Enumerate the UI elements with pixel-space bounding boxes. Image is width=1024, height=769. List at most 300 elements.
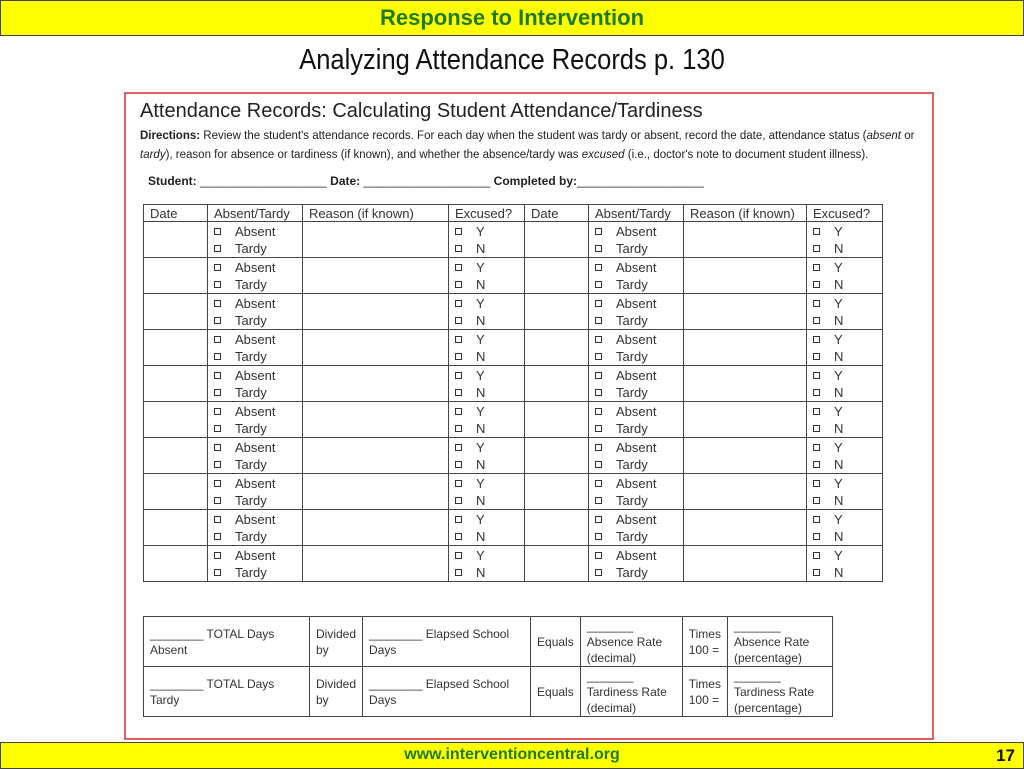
checkbox-icon[interactable]: [455, 408, 462, 415]
student-field[interactable]: ___________________: [200, 174, 327, 188]
checkbox-icon[interactable]: [214, 317, 221, 324]
option-label: Absent: [235, 295, 276, 311]
table-row: [144, 510, 883, 546]
option-y[interactable]: [807, 259, 882, 276]
checkbox-icon[interactable]: [214, 372, 221, 379]
option-absent[interactable]: [208, 223, 302, 240]
checkbox-icon[interactable]: [455, 353, 462, 360]
reason-cell[interactable]: [684, 258, 807, 294]
option-tardy[interactable]: [589, 492, 683, 509]
checkbox-icon[interactable]: [214, 569, 221, 576]
option-y[interactable]: [449, 367, 524, 384]
absent-tardy-cell: [589, 222, 684, 258]
option-n[interactable]: [807, 456, 882, 473]
checkbox-icon[interactable]: [595, 552, 602, 559]
excused-cell: [807, 330, 883, 366]
checkbox-icon[interactable]: [813, 408, 820, 415]
option-y[interactable]: [807, 331, 882, 348]
directions-text: Review the student's attendance records. For each day when the student was tardy or absent, record the date, attendance status (: [200, 130, 867, 142]
checkbox-icon[interactable]: [455, 300, 462, 307]
option-y[interactable]: [449, 547, 524, 564]
header-reason: Reason (if known): [303, 205, 449, 222]
option-label: N: [834, 528, 844, 544]
absence-rate-percentage[interactable]: _______ Absence Rate (percentage): [727, 617, 832, 667]
checkbox-icon[interactable]: [595, 317, 602, 324]
checkbox-icon[interactable]: [813, 264, 820, 271]
checkbox-icon[interactable]: [455, 425, 462, 432]
checkbox-icon[interactable]: [455, 264, 462, 271]
date-cell[interactable]: [525, 510, 589, 546]
checkbox-icon[interactable]: [455, 281, 462, 288]
absent-tardy-cell: [589, 510, 684, 546]
divided-by-label: Divided by: [310, 617, 363, 667]
reason-cell[interactable]: [303, 510, 449, 546]
option-label: Y: [834, 547, 843, 563]
reason-cell[interactable]: [684, 294, 807, 330]
checkbox-icon[interactable]: [214, 533, 221, 540]
date-cell[interactable]: [525, 438, 589, 474]
excused-cell: [807, 222, 883, 258]
option-n[interactable]: [449, 312, 524, 329]
checkbox-icon[interactable]: [455, 569, 462, 576]
reason-cell[interactable]: [303, 258, 449, 294]
option-absent[interactable]: [208, 511, 302, 528]
page-number: 17: [996, 746, 1015, 765]
reason-cell[interactable]: [684, 222, 807, 258]
option-tardy[interactable]: [208, 492, 302, 509]
checkbox-icon[interactable]: [455, 497, 462, 504]
checkbox-icon[interactable]: [595, 264, 602, 271]
checkbox-icon[interactable]: [455, 317, 462, 324]
date-cell[interactable]: [525, 546, 589, 582]
absent-tardy-cell: [589, 402, 684, 438]
option-n[interactable]: [449, 528, 524, 545]
elapsed-school-days[interactable]: ________ Elapsed School Days: [363, 667, 531, 717]
reason-cell[interactable]: [684, 366, 807, 402]
date-cell[interactable]: [144, 474, 208, 510]
excused-cell: [449, 510, 525, 546]
date-cell[interactable]: [144, 330, 208, 366]
option-absent[interactable]: [589, 511, 683, 528]
option-label: Y: [476, 547, 485, 563]
checkbox-icon[interactable]: [214, 444, 221, 451]
checkbox-icon[interactable]: [214, 281, 221, 288]
option-absent[interactable]: [208, 547, 302, 564]
option-absent[interactable]: [208, 403, 302, 420]
checkbox-icon[interactable]: [813, 552, 820, 559]
absent-tardy-cell: [208, 258, 303, 294]
reason-cell[interactable]: [303, 222, 449, 258]
checkbox-icon[interactable]: [813, 336, 820, 343]
date-field[interactable]: ___________________: [363, 174, 491, 188]
option-y[interactable]: [449, 403, 524, 420]
option-y[interactable]: [449, 259, 524, 276]
option-label: Absent: [616, 259, 657, 275]
checkbox-icon[interactable]: [595, 353, 602, 360]
option-label: Tardy: [235, 420, 267, 436]
option-label: Y: [834, 439, 843, 455]
option-label: Y: [476, 511, 485, 527]
option-n[interactable]: [807, 564, 882, 581]
option-absent[interactable]: [589, 295, 683, 312]
option-absent[interactable]: [589, 367, 683, 384]
checkbox-icon[interactable]: [214, 245, 221, 252]
option-label: Absent: [616, 295, 657, 311]
option-label: N: [476, 240, 486, 256]
reason-cell[interactable]: [303, 438, 449, 474]
checkbox-icon[interactable]: [813, 569, 820, 576]
option-n[interactable]: [807, 384, 882, 401]
checkbox-icon[interactable]: [214, 228, 221, 235]
date-cell[interactable]: [525, 258, 589, 294]
checkbox-icon[interactable]: [214, 408, 221, 415]
date-cell[interactable]: [144, 258, 208, 294]
form-title: Attendance Records: Calculating Student Attendance/Tardiness: [140, 100, 703, 122]
total-days-absent[interactable]: ________ TOTAL Days Absent: [144, 617, 310, 667]
absent-tardy-cell: [589, 258, 684, 294]
directions: [140, 127, 930, 165]
checkbox-icon[interactable]: [595, 425, 602, 432]
option-tardy[interactable]: [589, 420, 683, 437]
option-tardy[interactable]: [589, 276, 683, 293]
checkbox-icon[interactable]: [813, 245, 820, 252]
option-tardy[interactable]: [208, 564, 302, 581]
option-y[interactable]: [449, 295, 524, 312]
option-tardy[interactable]: [208, 240, 302, 257]
checkbox-icon[interactable]: [813, 353, 820, 360]
option-label: Absent: [235, 511, 276, 527]
date-cell[interactable]: [525, 366, 589, 402]
option-tardy[interactable]: [589, 456, 683, 473]
date-cell[interactable]: [525, 474, 589, 510]
excused-cell: [807, 294, 883, 330]
option-y[interactable]: [449, 331, 524, 348]
checkbox-icon[interactable]: [595, 245, 602, 252]
checkbox-icon[interactable]: [813, 497, 820, 504]
absent-tardy-cell: [208, 402, 303, 438]
checkbox-icon[interactable]: [595, 372, 602, 379]
date-cell[interactable]: [525, 402, 589, 438]
option-y[interactable]: [807, 547, 882, 564]
table-row: [144, 294, 883, 330]
date-cell[interactable]: [144, 546, 208, 582]
option-n[interactable]: [807, 420, 882, 437]
option-label: Y: [834, 331, 843, 347]
absent-tardy-cell: [208, 330, 303, 366]
checkbox-icon[interactable]: [595, 228, 602, 235]
option-label: Absent: [616, 403, 657, 419]
option-label: Absent: [616, 511, 657, 527]
date-cell[interactable]: [144, 438, 208, 474]
checkbox-icon[interactable]: [813, 228, 820, 235]
option-n[interactable]: [449, 240, 524, 257]
option-absent[interactable]: [208, 475, 302, 492]
option-label: Y: [476, 295, 485, 311]
checkbox-icon[interactable]: [595, 389, 602, 396]
checkbox-icon[interactable]: [595, 408, 602, 415]
checkbox-icon[interactable]: [813, 317, 820, 324]
option-y[interactable]: [807, 511, 882, 528]
header-excused: Excused?: [449, 205, 525, 222]
option-absent[interactable]: [589, 547, 683, 564]
checkbox-icon[interactable]: [813, 461, 820, 468]
table-row: [144, 438, 883, 474]
checkbox-icon[interactable]: [214, 480, 221, 487]
elapsed-school-days[interactable]: ________ Elapsed School Days: [363, 617, 531, 667]
option-tardy[interactable]: [208, 348, 302, 365]
checkbox-icon[interactable]: [813, 516, 820, 523]
checkbox-icon[interactable]: [595, 497, 602, 504]
option-y[interactable]: [449, 439, 524, 456]
absent-tardy-cell: [589, 294, 684, 330]
completed-by-label: Completed by:: [493, 174, 578, 188]
option-y[interactable]: [807, 367, 882, 384]
table-row: [144, 546, 883, 582]
checkbox-icon[interactable]: [455, 444, 462, 451]
option-y[interactable]: [449, 511, 524, 528]
checkbox-icon[interactable]: [455, 228, 462, 235]
option-absent[interactable]: [589, 475, 683, 492]
option-label: Tardy: [616, 420, 648, 436]
option-tardy[interactable]: [589, 312, 683, 329]
date-cell[interactable]: [144, 402, 208, 438]
option-label: Y: [476, 367, 485, 383]
checkbox-icon[interactable]: [595, 281, 602, 288]
date-cell[interactable]: [525, 294, 589, 330]
option-label: N: [476, 348, 486, 364]
option-tardy[interactable]: [589, 348, 683, 365]
option-tardy[interactable]: [589, 528, 683, 545]
checkbox-icon[interactable]: [813, 444, 820, 451]
table-row: [144, 474, 883, 510]
option-tardy[interactable]: [589, 384, 683, 401]
option-n[interactable]: [807, 240, 882, 257]
option-absent[interactable]: [589, 331, 683, 348]
reason-cell[interactable]: [303, 366, 449, 402]
checkbox-icon[interactable]: [595, 569, 602, 576]
checkbox-icon[interactable]: [455, 480, 462, 487]
option-n[interactable]: [449, 564, 524, 581]
reason-cell[interactable]: [303, 402, 449, 438]
absent-tardy-cell: [208, 510, 303, 546]
form-meta-line: [148, 174, 704, 188]
excused-cell: [449, 294, 525, 330]
option-label: Y: [476, 439, 485, 455]
reason-cell[interactable]: [684, 330, 807, 366]
option-tardy[interactable]: [589, 564, 683, 581]
excused-cell: [807, 474, 883, 510]
option-n[interactable]: [449, 348, 524, 365]
option-absent[interactable]: [589, 403, 683, 420]
option-label: N: [476, 528, 486, 544]
reason-cell[interactable]: [303, 330, 449, 366]
checkbox-icon[interactable]: [595, 300, 602, 307]
option-y[interactable]: [807, 403, 882, 420]
option-absent[interactable]: [208, 259, 302, 276]
option-label: Absent: [235, 331, 276, 347]
option-y[interactable]: [807, 439, 882, 456]
checkbox-icon[interactable]: [455, 245, 462, 252]
option-n[interactable]: [449, 456, 524, 473]
option-n[interactable]: [807, 528, 882, 545]
option-y[interactable]: [807, 223, 882, 240]
checkbox-icon[interactable]: [214, 425, 221, 432]
attendance-table: [143, 204, 883, 582]
date-cell[interactable]: [144, 510, 208, 546]
option-tardy[interactable]: [208, 312, 302, 329]
option-absent[interactable]: [589, 259, 683, 276]
slide-title: Analyzing Attendance Records p. 130: [299, 44, 725, 76]
top-banner: [0, 0, 1024, 36]
option-tardy[interactable]: [208, 384, 302, 401]
option-label: Tardy: [616, 276, 648, 292]
date-cell[interactable]: [144, 294, 208, 330]
excused-cell: [807, 258, 883, 294]
checkbox-icon[interactable]: [214, 461, 221, 468]
tardiness-rate-percentage[interactable]: _______ Tardiness Rate (percentage): [727, 667, 832, 717]
directions-emphasis: tardy: [140, 149, 166, 161]
checkbox-icon[interactable]: [813, 480, 820, 487]
total-days-tardy[interactable]: ________ TOTAL Days Tardy: [144, 667, 310, 717]
checkbox-icon[interactable]: [455, 372, 462, 379]
option-tardy[interactable]: [589, 240, 683, 257]
option-label: Tardy: [616, 528, 648, 544]
attendance-form: [124, 92, 934, 740]
checkbox-icon[interactable]: [214, 389, 221, 396]
absent-tardy-cell: [208, 366, 303, 402]
reason-cell[interactable]: [684, 438, 807, 474]
checkbox-icon[interactable]: [813, 425, 820, 432]
option-label: Tardy: [616, 312, 648, 328]
option-n[interactable]: [449, 420, 524, 437]
option-y[interactable]: [449, 223, 524, 240]
option-label: N: [834, 492, 844, 508]
option-label: Y: [476, 331, 485, 347]
option-label: Tardy: [235, 564, 267, 580]
option-label: N: [834, 456, 844, 472]
checkbox-icon[interactable]: [455, 389, 462, 396]
checkbox-icon[interactable]: [214, 353, 221, 360]
checkbox-icon[interactable]: [455, 461, 462, 468]
checkbox-icon[interactable]: [595, 533, 602, 540]
footer-url[interactable]: www.interventioncentral.org: [404, 746, 620, 763]
reason-cell[interactable]: [684, 474, 807, 510]
option-n[interactable]: [807, 348, 882, 365]
option-label: Absent: [235, 223, 276, 239]
checkbox-icon[interactable]: [813, 533, 820, 540]
option-tardy[interactable]: [208, 456, 302, 473]
absence-rate-decimal[interactable]: _______ Absence Rate (decimal): [580, 617, 682, 667]
checkbox-icon[interactable]: [813, 372, 820, 379]
option-label: Y: [476, 223, 485, 239]
option-n[interactable]: [807, 492, 882, 509]
option-n[interactable]: [449, 276, 524, 293]
option-n[interactable]: [449, 492, 524, 509]
checkbox-icon[interactable]: [214, 516, 221, 523]
option-label: Tardy: [235, 348, 267, 364]
table-header-row: [144, 205, 883, 222]
table-row: [144, 258, 883, 294]
option-label: Y: [476, 259, 485, 275]
reason-cell[interactable]: [684, 510, 807, 546]
excused-cell: [449, 258, 525, 294]
absence-rate-row: [144, 617, 833, 667]
excused-cell: [807, 402, 883, 438]
checkbox-icon[interactable]: [813, 300, 820, 307]
excused-cell: [807, 546, 883, 582]
checkbox-icon[interactable]: [455, 516, 462, 523]
option-absent[interactable]: [208, 439, 302, 456]
reason-cell[interactable]: [303, 294, 449, 330]
option-label: Absent: [235, 439, 276, 455]
option-label: Absent: [616, 223, 657, 239]
option-n[interactable]: [449, 384, 524, 401]
checkbox-icon[interactable]: [455, 533, 462, 540]
checkbox-icon[interactable]: [455, 552, 462, 559]
checkbox-icon[interactable]: [813, 389, 820, 396]
date-cell[interactable]: [144, 366, 208, 402]
option-absent[interactable]: [208, 331, 302, 348]
option-absent[interactable]: [208, 295, 302, 312]
checkbox-icon[interactable]: [214, 497, 221, 504]
option-absent[interactable]: [589, 439, 683, 456]
checkbox-icon[interactable]: [595, 336, 602, 343]
option-n[interactable]: [807, 312, 882, 329]
checkbox-icon[interactable]: [214, 336, 221, 343]
checkbox-icon[interactable]: [813, 281, 820, 288]
directions-emphasis: excused: [581, 149, 625, 161]
option-tardy[interactable]: [208, 276, 302, 293]
option-label: Y: [834, 475, 843, 491]
option-label: N: [834, 384, 844, 400]
absent-tardy-cell: [208, 546, 303, 582]
checkbox-icon[interactable]: [595, 516, 602, 523]
option-absent[interactable]: [208, 367, 302, 384]
directions-label: Directions:: [140, 130, 201, 142]
option-label: Tardy: [616, 240, 648, 256]
option-label: N: [834, 420, 844, 436]
option-label: N: [476, 420, 486, 436]
date-cell[interactable]: [144, 222, 208, 258]
option-tardy[interactable]: [208, 420, 302, 437]
reason-cell[interactable]: [684, 402, 807, 438]
option-absent[interactable]: [589, 223, 683, 240]
reason-cell[interactable]: [684, 546, 807, 582]
date-cell[interactable]: [525, 222, 589, 258]
completed-by-field[interactable]: ___________________: [577, 174, 704, 188]
checkbox-icon[interactable]: [595, 480, 602, 487]
checkbox-icon[interactable]: [214, 300, 221, 307]
option-tardy[interactable]: [208, 528, 302, 545]
option-label: Tardy: [235, 312, 267, 328]
checkbox-icon[interactable]: [595, 461, 602, 468]
checkbox-icon[interactable]: [214, 552, 221, 559]
checkbox-icon[interactable]: [214, 264, 221, 271]
date-cell[interactable]: [525, 330, 589, 366]
option-label: Y: [476, 475, 485, 491]
reason-cell[interactable]: [303, 474, 449, 510]
option-n[interactable]: [807, 276, 882, 293]
checkbox-icon[interactable]: [455, 336, 462, 343]
option-y[interactable]: [807, 295, 882, 312]
option-y[interactable]: [807, 475, 882, 492]
table-row: [144, 402, 883, 438]
option-label: Absent: [235, 259, 276, 275]
option-y[interactable]: [449, 475, 524, 492]
reason-cell[interactable]: [303, 546, 449, 582]
tardiness-rate-decimal[interactable]: _______ Tardiness Rate (decimal): [580, 667, 682, 717]
checkbox-icon[interactable]: [595, 444, 602, 451]
